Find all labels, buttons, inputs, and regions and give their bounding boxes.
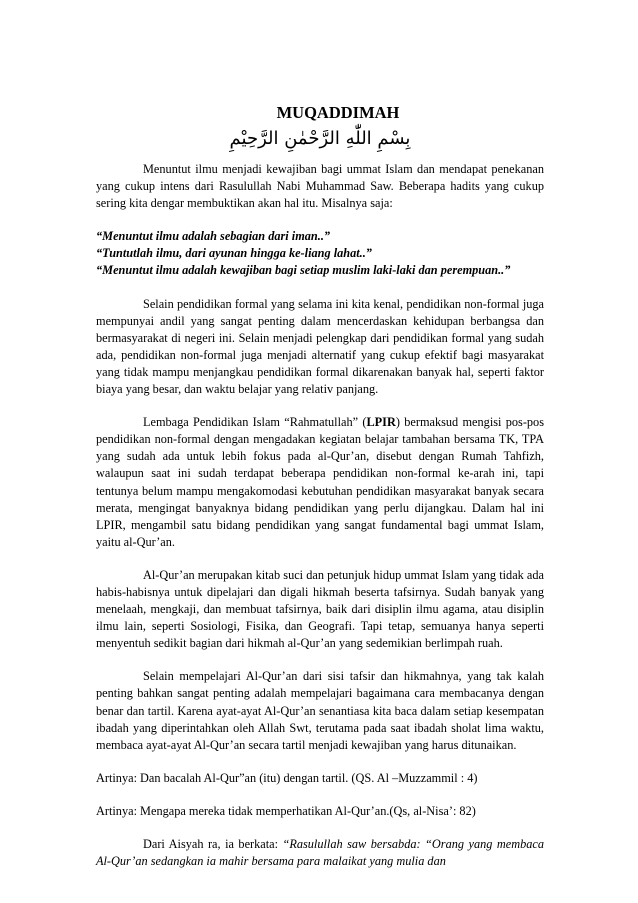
page-title: MUQADDIMAH <box>276 103 400 122</box>
quote-1: “Menuntut ilmu adalah sebagian dari iman..” <box>96 229 331 244</box>
aisyah-text: Dari Aisyah ra, ia berkata: <box>143 837 283 851</box>
quote-2: “Tuntutlah ilmu, dari ayunan hingga ke-liang lahat..” <box>96 246 372 261</box>
artinya-nisa: Artinya: Mengapa mereka tidak memperhatikan Al-Qur’an.(Qs, al-Nisa’: 82) <box>96 803 476 818</box>
paragraph-aisyah <box>96 836 544 870</box>
paragraph-nonformal: Selain pendidikan formal yang selama ini kita kenal, pendidikan non-formal juga mempunyai andil yang sangat penting dalam mencerdaskan kehidupan berbangsa dan bermasyarakat di negeri ini. Selain menjadi pelengkap dari pendidikan formal yang sudah ada, pendidikan non-formal juga menjadi alternatif yang cukup efektif bagi masyarakat yang tidak mampu menjangkau pendidikan formal dikarenakan banyak hal, seperti faktor biaya yang besar, dan waktu belajar yang relativ panjang. <box>96 296 544 397</box>
lpir-text-after: ) bermaksud mengisi pos-pos pendidikan non-formal dengan mengadakan kegiatan belajar tambahan bersama TK, TPA yang sudah ada untuk lebih fokus pada al-Qur’an, disebut dengan Rumah Tahfizh, walaupun saat ini sudah terdapat beberapa pendidikan non-formal ke-arah ini, tapi tentunya belum mampu mengakomodasi kebutuhan pendidikan masyarakat banyak secara merata, mengingat banyaknya bidang pendidikan yang perlu dijangkau. Dalam hal ini LPIR, mengambil satu bidang pendidikan yang sangat fundamental bagi ummat Islam, yaitu al-Qur’an. <box>96 415 544 549</box>
paragraph-intro: Menuntut ilmu menjadi kewajiban bagi ummat Islam dan mendapat penekanan yang cukup intens dari Rasulullah Nabi Muhammad Saw. Beberapa hadits yang cukup sering kita dengar membuktikan akan hal itu. Misalnya saja: <box>96 162 544 211</box>
paragraph-tartil: Selain mempelajari Al-Qur’an dari sisi tafsir dan hikmahnya, yang tak kalah penting bahkan sangat penting adalah mempelajari bagaimana cara membacanya dengan benar dan tartil. Karena ayat-ayat Al-Qur’an senantiasa kita baca dalam setiap kesempatan ibadah yang diperintahkan oleh Allah Swt, terutama pada saat ibadah sholat lima waktu, membaca ayat-ayat Al-Qur’an secara tartil menjadi kewajiban yang harus ditunaikan. <box>96 669 544 752</box>
paragraph-lpir <box>96 414 544 551</box>
bismillah-text: بِسْمِ اللّٰهِ الرَّحْمٰنِ الرَّحِيْمِ <box>229 128 411 149</box>
lpir-acronym: LPIR <box>366 415 396 430</box>
quote-3: “Menuntut ilmu adalah kewajiban bagi setiap muslim laki-laki dan perempuan..” <box>96 263 511 278</box>
lpir-text-before: Lembaga Pendidikan Islam “Rahmatullah” ( <box>143 415 367 430</box>
hadith-quotes <box>96 228 544 279</box>
paragraph-quran: Al-Qur’an merupakan kitab suci dan petunjuk hidup ummat Islam yang tidak ada habis-habisnya untuk dipelajari dan digali hikmah beserta tafsirnya. Sudah banyak yang menelaah, mengkaji, dan membuat tafsirnya, baik dari disiplin ilmu agama, atau disiplin ilmu lain, seperti Sosiologi, Fisika, dan Geografi. Tapi tetap, semuanya hanya seperti menyentuh sedikit bagian dari hikmah al-Qur’an yang sedemikian berlimpah ruah. <box>96 567 544 651</box>
aisyah-hadith: “Rasulullah saw bersabda: “Orang yang membaca Al-Qur’an sedangkan ia mahir bersama para malaikat yang mulia dan <box>96 837 544 869</box>
document-body <box>96 103 544 870</box>
artinya-muzzammil: Artinya: Dan bacalah Al-Qur”an (itu) dengan tartil. (QS. Al –Muzzammil : 4) <box>96 770 478 785</box>
